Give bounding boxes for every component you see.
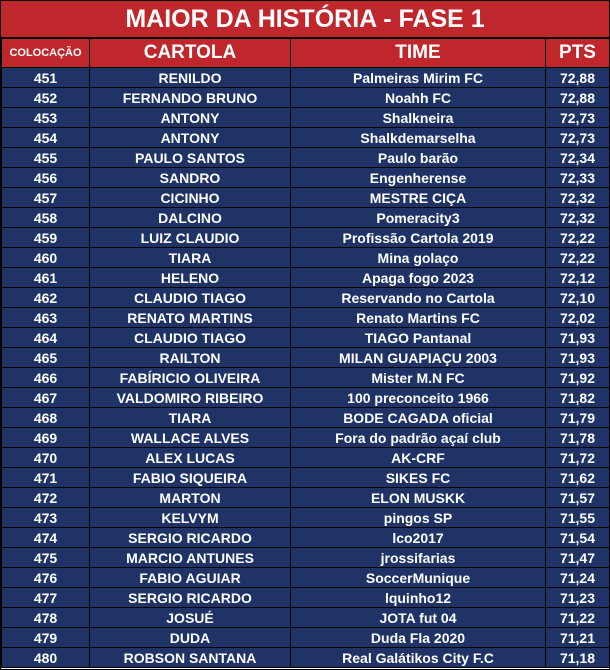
cell-time: Renato Martins FC xyxy=(291,308,546,328)
cell-time: Paulo barão xyxy=(291,148,546,168)
cell-time: Palmeiras Mirim FC xyxy=(291,68,546,88)
cell-colocacao: 453 xyxy=(2,108,90,128)
cell-cartola: ROBSON SANTANA xyxy=(90,648,291,668)
cell-pts: 71,18 xyxy=(546,648,610,668)
cell-time: Engenherense xyxy=(291,168,546,188)
table-row xyxy=(2,448,610,468)
cell-colocacao: 474 xyxy=(2,528,90,548)
cell-pts: 71,62 xyxy=(546,468,610,488)
cell-time: BODE CAGADA oficial xyxy=(291,408,546,428)
cell-pts: 71,93 xyxy=(546,348,610,368)
cell-time: MILAN GUAPIAÇU 2003 xyxy=(291,348,546,368)
cell-colocacao: 472 xyxy=(2,488,90,508)
cell-time: Noahh FC xyxy=(291,88,546,108)
cell-colocacao: 460 xyxy=(2,248,90,268)
cell-cartola: RENILDO xyxy=(90,68,291,88)
table-row xyxy=(2,108,610,128)
table-row xyxy=(2,388,610,408)
table-row xyxy=(2,328,610,348)
table-row xyxy=(2,548,610,568)
cell-cartola: RAILTON xyxy=(90,348,291,368)
table-row xyxy=(2,368,610,388)
cell-pts: 71,24 xyxy=(546,568,610,588)
cell-pts: 72,73 xyxy=(546,108,610,128)
table-header xyxy=(2,39,610,68)
cell-pts: 71,92 xyxy=(546,368,610,388)
cell-cartola: LUIZ CLAUDIO xyxy=(90,228,291,248)
header-row xyxy=(2,39,610,68)
table-row xyxy=(2,468,610,488)
cell-colocacao: 455 xyxy=(2,148,90,168)
cell-pts: 72,22 xyxy=(546,228,610,248)
cell-pts: 72,22 xyxy=(546,248,610,268)
cell-time: 100 preconceito 1966 xyxy=(291,388,546,408)
table-row xyxy=(2,608,610,628)
cell-time: TIAGO Pantanal xyxy=(291,328,546,348)
cell-time: lquinho12 xyxy=(291,588,546,608)
header-cartola: CARTOLA xyxy=(90,39,291,68)
table-row xyxy=(2,68,610,88)
cell-colocacao: 473 xyxy=(2,508,90,528)
table-row xyxy=(2,628,610,648)
cell-pts: 72,10 xyxy=(546,288,610,308)
cell-cartola: SERGIO RICARDO xyxy=(90,588,291,608)
table-body xyxy=(2,68,610,668)
cell-colocacao: 468 xyxy=(2,408,90,428)
cell-cartola: JOSUÉ xyxy=(90,608,291,628)
cell-pts: 71,23 xyxy=(546,588,610,608)
cell-pts: 72,34 xyxy=(546,148,610,168)
table-row xyxy=(2,268,610,288)
cell-pts: 71,55 xyxy=(546,508,610,528)
cell-time: AK-CRF xyxy=(291,448,546,468)
cell-cartola: FABÍRICIO OLIVEIRA xyxy=(90,368,291,388)
cell-cartola: SERGIO RICARDO xyxy=(90,528,291,548)
cell-cartola: CLAUDIO TIAGO xyxy=(90,328,291,348)
table-row xyxy=(2,168,610,188)
table-row xyxy=(2,508,610,528)
table-row xyxy=(2,568,610,588)
cell-time: MESTRE CIÇA xyxy=(291,188,546,208)
cell-cartola: FABIO AGUIAR xyxy=(90,568,291,588)
cell-pts: 72,32 xyxy=(546,188,610,208)
table-row xyxy=(2,188,610,208)
cell-cartola: DUDA xyxy=(90,628,291,648)
cell-cartola: FABIO SIQUEIRA xyxy=(90,468,291,488)
cell-cartola: MARCIO ANTUNES xyxy=(90,548,291,568)
cell-colocacao: 469 xyxy=(2,428,90,448)
page-title: MAIOR DA HISTÓRIA - FASE 1 xyxy=(1,1,609,38)
cell-pts: 72,02 xyxy=(546,308,610,328)
cell-colocacao: 475 xyxy=(2,548,90,568)
cell-pts: 71,78 xyxy=(546,428,610,448)
cell-time: JOTA fut 04 xyxy=(291,608,546,628)
cell-cartola: FERNANDO BRUNO xyxy=(90,88,291,108)
cell-pts: 72,32 xyxy=(546,208,610,228)
table-row xyxy=(2,148,610,168)
cell-time: Shalkneira xyxy=(291,108,546,128)
cell-colocacao: 470 xyxy=(2,448,90,468)
cell-cartola: CICINHO xyxy=(90,188,291,208)
cell-cartola: RENATO MARTINS xyxy=(90,308,291,328)
table-row xyxy=(2,648,610,668)
table-row xyxy=(2,288,610,308)
table-row xyxy=(2,248,610,268)
cell-time: SIKES FC xyxy=(291,468,546,488)
cell-colocacao: 459 xyxy=(2,228,90,248)
cell-pts: 71,47 xyxy=(546,548,610,568)
cell-colocacao: 476 xyxy=(2,568,90,588)
cell-cartola: TIARA xyxy=(90,408,291,428)
cell-colocacao: 456 xyxy=(2,168,90,188)
cell-pts: 71,79 xyxy=(546,408,610,428)
cell-time: Duda Fla 2020 xyxy=(291,628,546,648)
table-row xyxy=(2,528,610,548)
cell-cartola: WALLACE ALVES xyxy=(90,428,291,448)
cell-pts: 71,72 xyxy=(546,448,610,468)
cell-cartola: ANTONY xyxy=(90,128,291,148)
cell-pts: 72,73 xyxy=(546,128,610,148)
cell-colocacao: 458 xyxy=(2,208,90,228)
cell-cartola: TIARA xyxy=(90,248,291,268)
cell-time: pingos SP xyxy=(291,508,546,528)
cell-pts: 72,12 xyxy=(546,268,610,288)
cell-time: jrossifarias xyxy=(291,548,546,568)
cell-colocacao: 478 xyxy=(2,608,90,628)
cell-time: SoccerMunique xyxy=(291,568,546,588)
cell-pts: 72,88 xyxy=(546,88,610,108)
cell-cartola: MARTON xyxy=(90,488,291,508)
cell-pts: 71,22 xyxy=(546,608,610,628)
table-row xyxy=(2,208,610,228)
cell-pts: 71,54 xyxy=(546,528,610,548)
cell-time: Mister M.N FC xyxy=(291,368,546,388)
cell-colocacao: 479 xyxy=(2,628,90,648)
cell-cartola: ANTONY xyxy=(90,108,291,128)
cell-colocacao: 452 xyxy=(2,88,90,108)
cell-colocacao: 477 xyxy=(2,588,90,608)
cell-time: Mina golaço xyxy=(291,248,546,268)
cell-colocacao: 454 xyxy=(2,128,90,148)
cell-cartola: PAULO SANTOS xyxy=(90,148,291,168)
cell-cartola: HELENO xyxy=(90,268,291,288)
cell-colocacao: 471 xyxy=(2,468,90,488)
cell-cartola: DALCINO xyxy=(90,208,291,228)
cell-time: Shalkdemarselha xyxy=(291,128,546,148)
table-row xyxy=(2,488,610,508)
cell-colocacao: 466 xyxy=(2,368,90,388)
cell-pts: 71,82 xyxy=(546,388,610,408)
cell-cartola: SANDRO xyxy=(90,168,291,188)
cell-time: Reservando no Cartola xyxy=(291,288,546,308)
cell-colocacao: 480 xyxy=(2,648,90,668)
cell-colocacao: 465 xyxy=(2,348,90,368)
table-row xyxy=(2,128,610,148)
cell-colocacao: 462 xyxy=(2,288,90,308)
cell-time: Real Galátikos City F.C xyxy=(291,648,546,668)
table-row xyxy=(2,348,610,368)
cell-pts: 71,21 xyxy=(546,628,610,648)
cell-colocacao: 461 xyxy=(2,268,90,288)
cell-time: Fora do padrão açaí club xyxy=(291,428,546,448)
ranking-table xyxy=(1,38,610,668)
table-row xyxy=(2,308,610,328)
header-colocacao: COLOCAÇÃO xyxy=(2,39,90,68)
cell-colocacao: 463 xyxy=(2,308,90,328)
cell-cartola: KELVYM xyxy=(90,508,291,528)
header-time: TIME xyxy=(291,39,546,68)
table-row xyxy=(2,428,610,448)
cell-pts: 71,57 xyxy=(546,488,610,508)
table-row xyxy=(2,588,610,608)
table-row xyxy=(2,88,610,108)
cell-colocacao: 457 xyxy=(2,188,90,208)
cell-time: Pomeracity3 xyxy=(291,208,546,228)
cell-pts: 72,33 xyxy=(546,168,610,188)
cell-cartola: VALDOMIRO RIBEIRO xyxy=(90,388,291,408)
cell-time: Apaga fogo 2023 xyxy=(291,268,546,288)
cell-cartola: ALEX LUCAS xyxy=(90,448,291,468)
cell-pts: 72,88 xyxy=(546,68,610,88)
cell-time: ELON MUSKK xyxy=(291,488,546,508)
cell-colocacao: 467 xyxy=(2,388,90,408)
table-row xyxy=(2,408,610,428)
cell-time: lco2017 xyxy=(291,528,546,548)
cell-time: Profissão Cartola 2019 xyxy=(291,228,546,248)
cell-colocacao: 464 xyxy=(2,328,90,348)
table-row xyxy=(2,228,610,248)
header-pts: PTS xyxy=(546,39,610,68)
cell-cartola: CLAUDIO TIAGO xyxy=(90,288,291,308)
cell-pts: 71,93 xyxy=(546,328,610,348)
cell-colocacao: 451 xyxy=(2,68,90,88)
